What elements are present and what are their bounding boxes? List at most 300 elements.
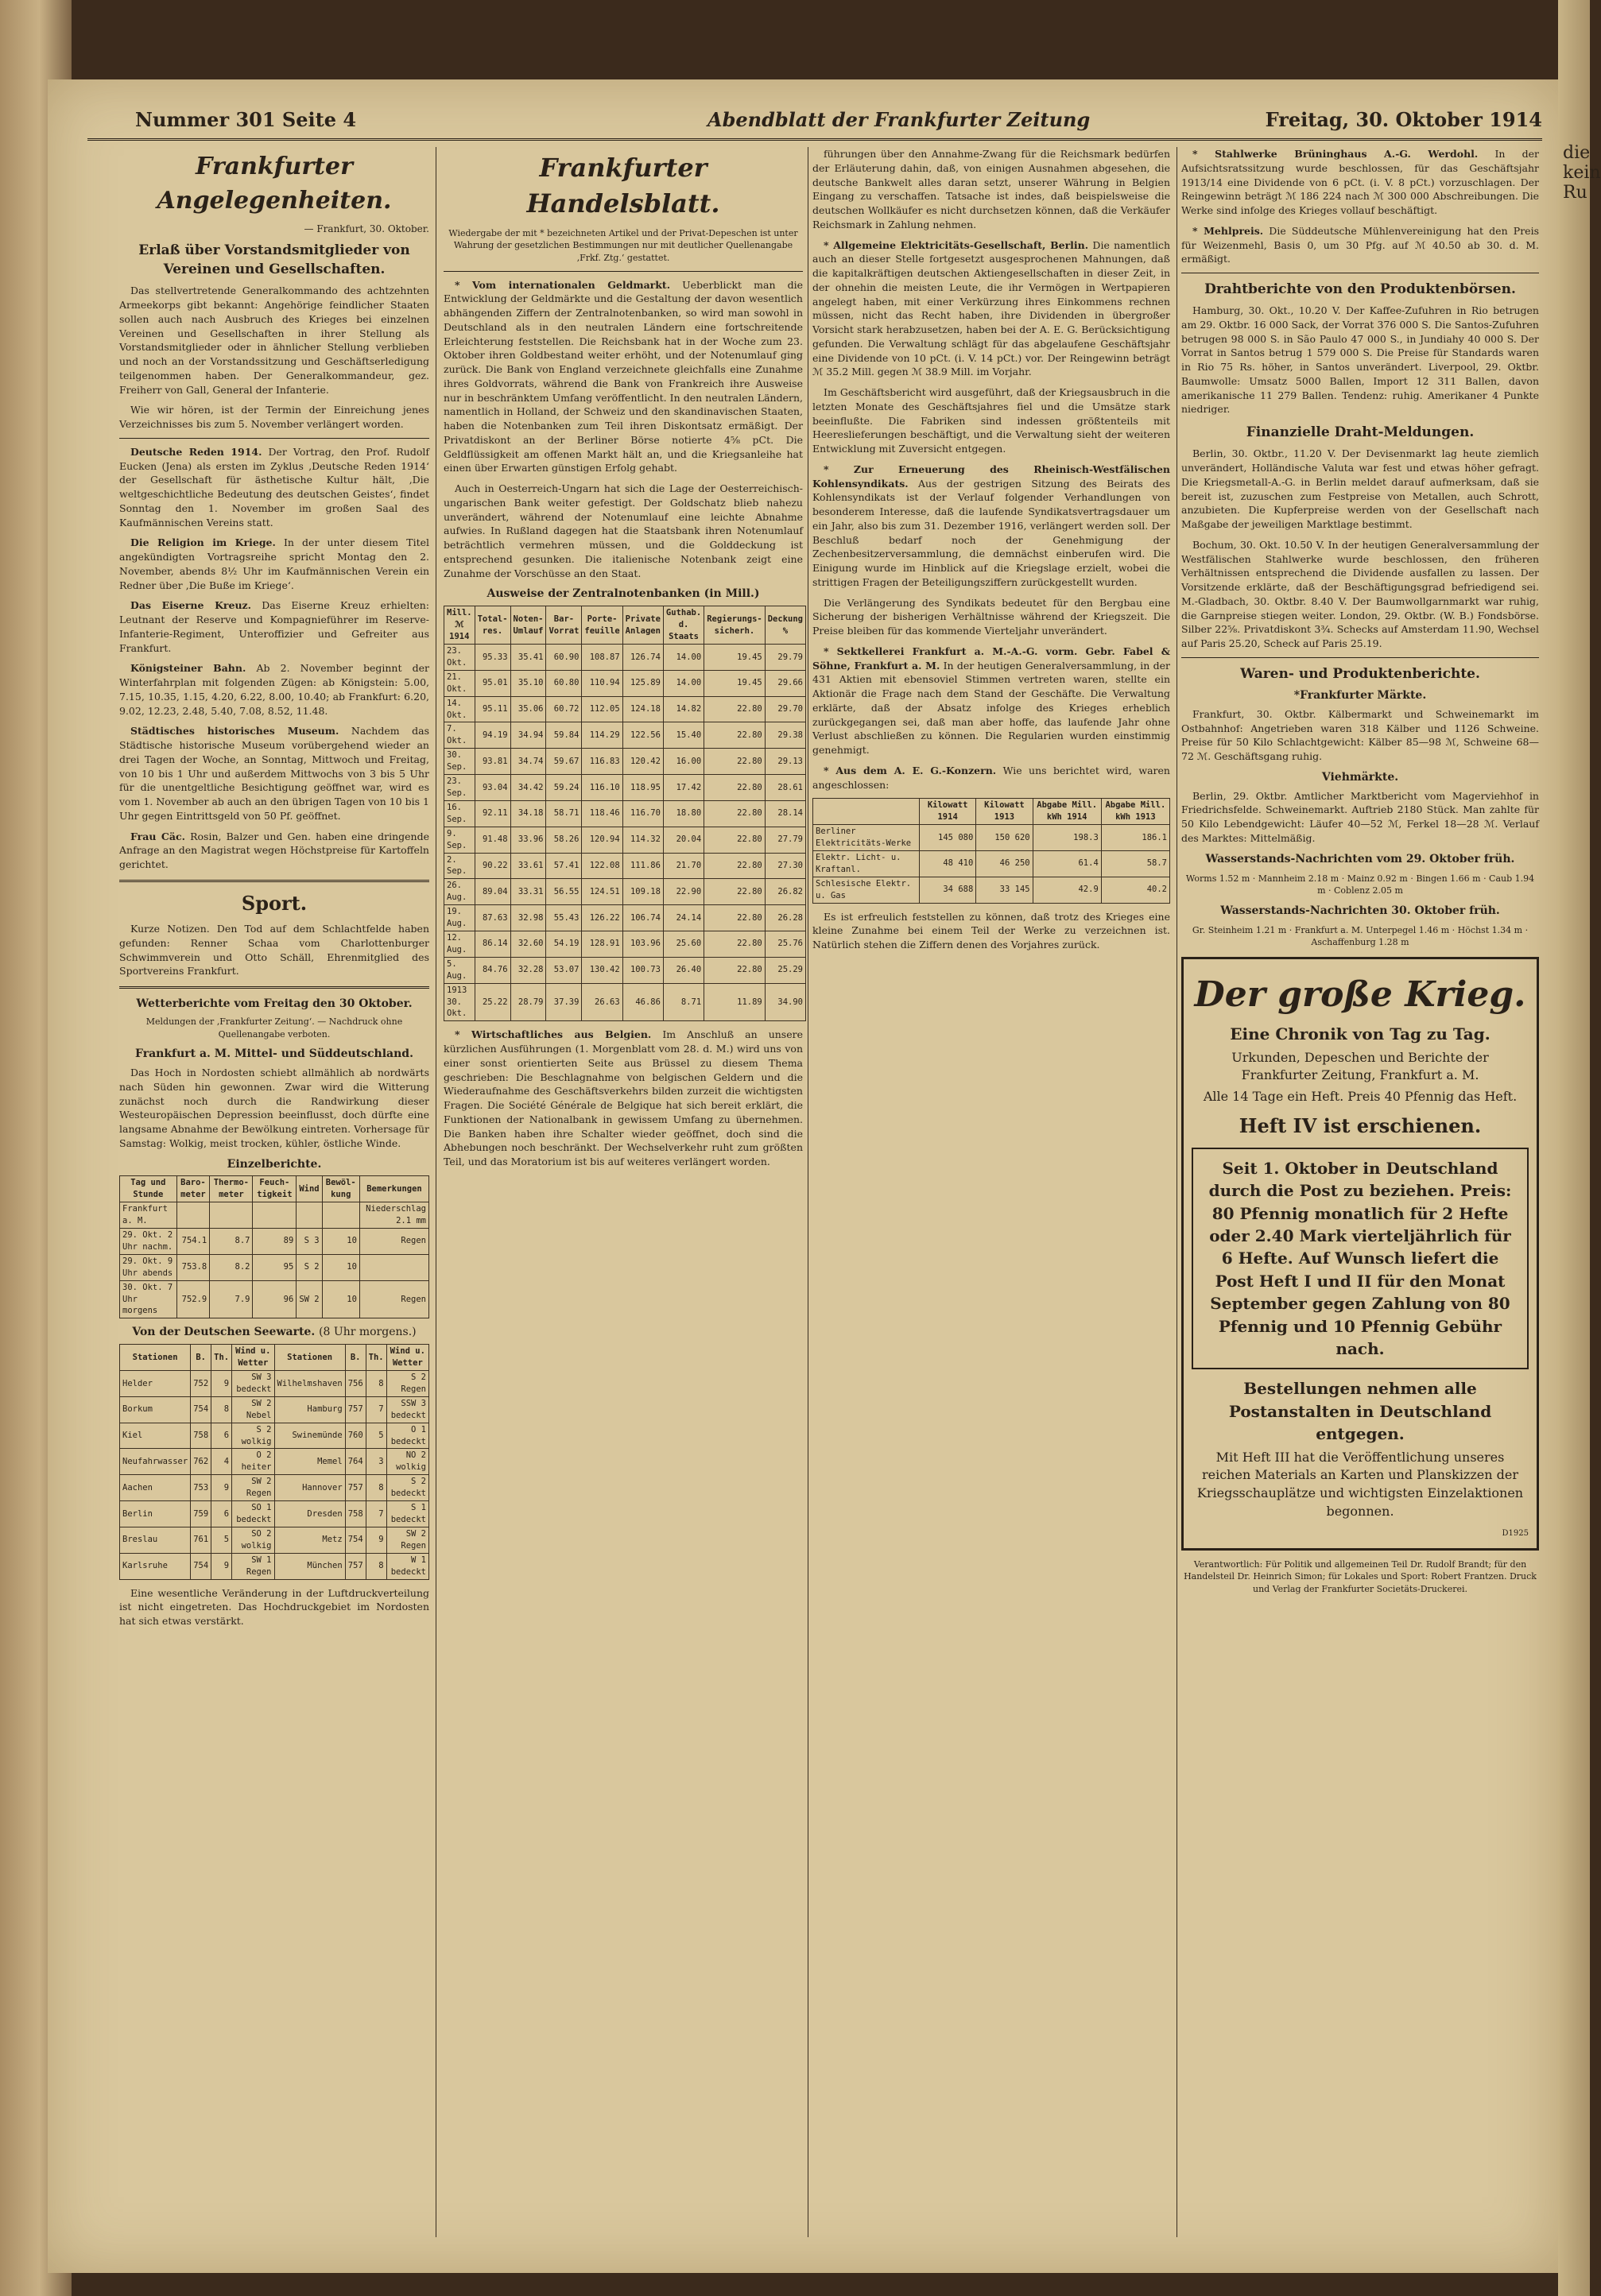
bank-cell: 59.67 xyxy=(546,749,582,775)
bank-cell: 54.19 xyxy=(546,931,582,957)
bank-cell: 35.41 xyxy=(510,645,546,671)
bank-cell: 29.13 xyxy=(765,749,805,775)
column-header: Bemerkungen xyxy=(359,1176,428,1202)
ad-heft: Heft IV ist erschienen. xyxy=(1239,1113,1482,1137)
konzern-cell: Elektr. Licht- u. Kraftanl. xyxy=(813,850,920,877)
sport-heading: Sport. xyxy=(241,891,308,915)
mehlpreis-text: Die Süddeutsche Mühlenvereinigung hat den Preis für Weizenmehl, Basis 0, um 30 Pfg. auf ℳ 40.50 ab 30. d. M. ermäßigt. xyxy=(1181,224,1539,265)
intro-text: führungen über den Annahme-Zwang für die Reichsmark bedürfen der Erläuterung dahin, daß, von einigen Ausnahmen abgesehen, die deutsche Bankwelt alles daran setzt, unserer Währung in Belgien Eingang zu verschaffen. Tatsache ist indes, daß beispielsweise die deutschen Wollkäufer es nicht durchsetzen können, daß die Verkäufer Reichsmark in Zahlung nehmen. xyxy=(812,148,1170,230)
bank-cell: 23. Okt. xyxy=(444,645,475,671)
finanz-text: Berlin, 30. Oktbr., 11.20 V. Der Devisenmarkt lag heute ziemlich unverändert, Holländische Valuta war fest und etwas höher gefragt. Die Kriegsmetall-A.-G. in Berlin meldet darauf aufmerksam, daß sie bereit ist, zuzuschen zum Festpreise von Metallen, auch Schrott, anzubieten. Die Kupferpreise werden von der Gesellschaft nach Maßgabe der jeweiligen Marktlage bestimmt. xyxy=(1181,447,1539,530)
bank-cell: 120.94 xyxy=(582,827,622,853)
konzern-cell: 40.2 xyxy=(1101,877,1169,903)
seewarte-cell: 758 xyxy=(191,1423,211,1449)
seewarte-cell: S 2 wolkig xyxy=(232,1423,274,1449)
bank-cell: 32.98 xyxy=(510,905,546,931)
seewarte-row xyxy=(120,1423,429,1449)
seewarte-cell: 7 xyxy=(366,1501,386,1527)
next-page-edge xyxy=(1558,0,1601,2296)
column-header: Th. xyxy=(211,1345,232,1371)
bank-cell: 22.80 xyxy=(704,827,766,853)
bank-cell: 112.05 xyxy=(582,696,622,722)
bank-cell: 116.10 xyxy=(582,775,622,801)
eisern-heading: Das Eiserne Kreuz. xyxy=(130,599,252,612)
ad-text-3: Bestellungen nehmen alle Postanstalten in Deutschland entgegen. xyxy=(1228,1379,1492,1444)
museum-text: Nachdem das Städtische historische Museum vorübergehend wieder an drei Tagen der Woche, an Sonntag, Mittwoch und Freitag, von 10 bis 1 Uhr und außerdem Mittwochs von 3 bis 5 Uhr für die unentgeltliche Besichtigung geöffnet war, wird es vom 1. November ab auch an den übrigen Tagen von 10 bis 1 Uhr gegen Eintrittsgeld von 50 Pf. geöffnet. xyxy=(119,725,429,822)
bank-cell: 22.80 xyxy=(704,957,766,983)
bank-cell: 26. Aug. xyxy=(444,879,475,905)
section-title-commerce: Frankfurter Handelsblatt. xyxy=(526,153,720,219)
seewarte-row xyxy=(120,1553,429,1579)
column-header: Private Anlagen xyxy=(622,606,663,645)
vieh-heading: Viehmärkte. xyxy=(1321,770,1399,784)
bank-cell: 7. Okt. xyxy=(444,722,475,749)
station-cell: S 3 xyxy=(297,1229,322,1255)
divider xyxy=(444,271,803,272)
konzern-cell: 46 250 xyxy=(976,850,1033,877)
waren-heading: Waren- und Produktenberichte. xyxy=(1240,665,1480,682)
bank-cell: 60.80 xyxy=(546,670,582,696)
geldmarkt-text: Ueberblickt man die Entwicklung der Geldmärkte und die Gestaltung der davon wesentlich abhängenden Ziffern der Zentralnotenbanken, so wird man sowohl in Deutschland als in den neutralen Ländern eine fortschreitende Erleichterung feststellen. Die Reichsbank hat in der Woche zum 23. Oktober ihren Goldbestand weiter erhöht, und der Notenumlauf ging zurück. Die Bank von England verzeichnete gleichfalls eine Zunahme ihres Goldvorrats, während die Bank von Frankreich ihre Ausweise nur in beschränktem Umfang veröffentlicht. In den neutralen Ländern, namentlich in Holland, der Schweiz und den skandinavischen Staaten, haben die Notenbanken zum Teil ihren Diskontsatz ermäßigt. Der Privatdiskont an der Berliner Börse notierte 4⅝ pCt. Die Geldflüssigkeit am offenen Markt hält an, und die Kriegsanleihe hat einen über Erwarten günstigen Erfolg gehabt. xyxy=(444,278,803,474)
column-header: Kilowatt 1913 xyxy=(976,799,1033,825)
station-cell: 29. Okt. 2 Uhr nachm. xyxy=(120,1229,177,1255)
bank-cell: 122.08 xyxy=(582,853,622,879)
bank-cell: 24.14 xyxy=(663,905,704,931)
bank-row xyxy=(444,696,806,722)
station-cell: Frankfurt a. M. xyxy=(120,1202,177,1229)
bank-cell: 25.60 xyxy=(663,931,704,957)
seewarte-cell: 760 xyxy=(345,1423,366,1449)
column-header: Baro-meter xyxy=(176,1176,210,1202)
station-row xyxy=(120,1254,429,1280)
bank-cell: 19. Aug. xyxy=(444,905,475,931)
station-cell xyxy=(210,1202,253,1229)
seewarte-cell: 8 xyxy=(366,1371,386,1397)
mehlpreis-heading: * Mehlpreis. xyxy=(1192,224,1264,237)
bank-cell: 14. Okt. xyxy=(444,696,475,722)
station-row xyxy=(120,1229,429,1255)
seewarte-cell: 4 xyxy=(211,1449,232,1475)
masthead xyxy=(87,103,1542,141)
ad-inner-box: Seit 1. Oktober in Deutschland durch die Post zu beziehen. Preis: 80 Pfennig monatlich für 2 Hefte oder 2.40 Mark vierteljährlich für 6 Hefte. Auf Wunsch liefert die Post Heft I und II für den Monat September gegen Zahlung von 80 Pfennig und 10 Pfennig Gebühr nach. xyxy=(1192,1148,1529,1370)
station-cell: 95 xyxy=(253,1254,297,1280)
issue-date: Freitag, 30. Oktober 1914 xyxy=(1265,108,1542,131)
column-header: Mill. ℳ 1914 xyxy=(444,606,475,645)
bank-cell: 25.76 xyxy=(765,931,805,957)
column-header: Feuch-tigkeit xyxy=(253,1176,297,1202)
column-header xyxy=(813,799,920,825)
konzern-cell: 145 080 xyxy=(919,825,975,851)
seewarte-row xyxy=(120,1475,429,1501)
bank-cell: 60.90 xyxy=(546,645,582,671)
bank-cell: 22.80 xyxy=(704,800,766,827)
seewarte-cell: 753 xyxy=(191,1475,211,1501)
bank-cell: 86.14 xyxy=(475,931,510,957)
bahn-text: Ab 2. November beginnt der Winterfahrplan mit folgenden Zügen: ab Königstein: 5.00, 7.15, 10.35, 1.15, 4.20, 6.22, 8.00, 10.40; ab Frankfurt: 6.20, 9.02, 12.23, 2.48, 5.40, 7.08, 8.52, 11.48. xyxy=(119,662,429,717)
station-cell: S 2 xyxy=(297,1254,322,1280)
bank-cell: 28.79 xyxy=(510,983,546,1021)
column-header: Bar-Vorrat xyxy=(546,606,582,645)
brueninghaus-heading: * Stahlwerke Brüninghaus A.-G. Werdohl. xyxy=(1192,148,1479,160)
bank-cell: 11.89 xyxy=(704,983,766,1021)
bank-cell: 37.39 xyxy=(546,983,582,1021)
reden-heading: Deutsche Reden 1914. xyxy=(130,445,262,458)
bank-cell: 116.70 xyxy=(622,800,663,827)
bank-cell: 28.14 xyxy=(765,800,805,827)
weather-heading: Wetterberichte vom Freitag den 30 Oktober. xyxy=(136,997,413,1011)
religion-text: In der unter diesem Titel angekündigten Vortragsreihe spricht Montag den 2. November, abends 8½ Uhr im Kaufmännischen Verein ein Redner über ‚Die Buße im Kriege‘. xyxy=(119,536,429,591)
bank-cell: 124.18 xyxy=(622,696,663,722)
konzern-row xyxy=(813,877,1170,903)
bank-cell: 14.00 xyxy=(663,670,704,696)
konzern-cell: 198.3 xyxy=(1033,825,1101,851)
markt-heading: *Frankfurter Märkte. xyxy=(1293,688,1427,702)
ad-code: D1925 xyxy=(1502,1529,1529,1539)
bank-cell: 15.40 xyxy=(663,722,704,749)
eisern-text: Das Eiserne Kreuz erhielten: Leutnant der Reserve und Kompagnieführer im Reserve-Infanterie-Regiment, Unteroffizier und Gefreiter aus Frankfurt. xyxy=(119,599,430,654)
bank-row xyxy=(444,879,806,905)
column-header: Wind u. Wetter xyxy=(232,1345,274,1371)
bank-cell: 128.91 xyxy=(582,931,622,957)
draht-text: Hamburg, 30. Okt., 10.20 V. Der Kaffee-Zufuhren in Rio betrugen am 29. Oktbr. 16 000 Sack, der Vorrat 376 000 S. Die Santos-Zufuhren betrugen 98 000 S. in São Paulo 47 000 S., in Jundiahy 40 000 S. Der Vorrat in Santos betrug 1 579 000 S. Die Preise für Standards waren in Rio 75 Rs. höher, in Santos unverändert. Liverpool, 29. Oktbr. Baumwolle: Umsatz 5000 Ballen, Import 12 311 Ballen, davon amerikanische 11 279 Ballen. Tendenz: ruhig. Amerikaner 4 Punkte niedriger. xyxy=(1181,304,1539,416)
sport-text: Kurze Notizen. Den Tod auf dem Schlachtfelde haben gefunden: Renner Schaa vom Charlottenburger Schwimmverein und Otto Schäll, Ehrenmitglied des Sportvereins Frankfurt. xyxy=(119,923,429,978)
bank-cell: 57.41 xyxy=(546,853,582,879)
bank-cell: 33.61 xyxy=(510,853,546,879)
bank-cell: 23. Sep. xyxy=(444,775,475,801)
station-cell: Regen xyxy=(359,1280,428,1318)
seewarte-cell: Berlin xyxy=(120,1501,191,1527)
konzern-footer: Es ist erfreulich feststellen zu können, daß trotz des Krieges eine kleine Zunahme bei einem Teil der Werke zu verzeichnen ist. Natürlich stehen die Ziffern denen des Vorjahres zurück. xyxy=(812,910,1170,951)
station-cell xyxy=(322,1202,359,1229)
bank-cell: 20.04 xyxy=(663,827,704,853)
einzel-heading: Einzelberichte. xyxy=(227,1157,322,1171)
erlass-text: Das stellvertretende Generalkommando des achtzehnten Armeekorps gibt bekannt: Angehörige feindlicher Staaten sollen auch nach Ausbruch des Krieges bei einzelnen Vereinen und Gesellschaften in ihrer Stellung als Vorstandsmitglieder oder in ähnlicher Stellung verblieben und noch an der Vorstandssitzung und Geschäftserledigung teilgenommen haben. Der Generalkommandeur, gez. Freiherr von Gall, General der Infanterie. xyxy=(119,285,429,396)
next-page-fragment: die kein Ru xyxy=(1563,143,1601,203)
bank-cell: 29.38 xyxy=(765,722,805,749)
bank-cell: 17.42 xyxy=(663,775,704,801)
seewarte-cell: 5 xyxy=(211,1527,232,1553)
seewarte-cell: 758 xyxy=(345,1501,366,1527)
konzern-cell: 48 410 xyxy=(919,850,975,877)
bank-cell: 21.70 xyxy=(663,853,704,879)
bank-cell: 34.18 xyxy=(510,800,546,827)
bank-cell: 90.22 xyxy=(475,853,510,879)
station-cell: 752.9 xyxy=(176,1280,210,1318)
seewarte-cell: SW 2 Regen xyxy=(386,1527,428,1553)
seewarte-cell: 8 xyxy=(366,1553,386,1579)
bank-cell: 58.71 xyxy=(546,800,582,827)
divider xyxy=(119,986,429,989)
bank-cell: 125.89 xyxy=(622,670,663,696)
station-cell xyxy=(297,1202,322,1229)
seewarte-cell: 754 xyxy=(345,1527,366,1553)
bank-cell: 25.29 xyxy=(765,957,805,983)
konzern-cell: 150 620 xyxy=(976,825,1033,851)
bank-cell: 14.82 xyxy=(663,696,704,722)
bank-row xyxy=(444,905,806,931)
issue-number: Nummer 301 Seite 4 xyxy=(135,108,357,131)
bank-row xyxy=(444,775,806,801)
divider xyxy=(119,438,429,439)
seewarte-cell: 762 xyxy=(191,1449,211,1475)
wasser2-heading: Wasserstands-Nachrichten 30. Oktober früh. xyxy=(1220,904,1500,917)
sekt-text: In der heutigen Generalversammlung, in der 431 Aktien mit ebensoviel Stimmen vertreten waren, stellte ein Aktionär die Frage nach dem Stand der Geschäfte. Die Verwaltung erklärte, daß der Absatz infolge des Krieges erheblich zurückgegangen sei, daß man aber hoffe, das laufende Jahr ohne Verlust abschließen zu können. Die Regularien wurden einstimmig genehmigt. xyxy=(812,659,1170,756)
bank-cell: 120.42 xyxy=(622,749,663,775)
seewarte-row xyxy=(120,1371,429,1397)
column-header: Wind u. Wetter xyxy=(386,1345,428,1371)
weather-subtitle: Meldungen der ‚Frankfurter Zeitung‘. — Nachdruck ohne Quellenangabe verboten. xyxy=(145,1016,403,1040)
column-header: Wind xyxy=(297,1176,322,1202)
konzern-cell: 61.4 xyxy=(1033,850,1101,877)
bank-cell: 100.73 xyxy=(622,957,663,983)
seewarte-cell: S 2 Regen xyxy=(386,1371,428,1397)
bank-cell: 32.28 xyxy=(510,957,546,983)
seewarte-cell: Hamburg xyxy=(274,1396,345,1423)
column-header: Deckung % xyxy=(765,606,805,645)
bank-cell: 29.70 xyxy=(765,696,805,722)
bank-cell: 46.86 xyxy=(622,983,663,1021)
station-cell: 10 xyxy=(322,1254,359,1280)
bank-cell: 84.76 xyxy=(475,957,510,983)
bank-cell: 26.63 xyxy=(582,983,622,1021)
bank-cell: 126.22 xyxy=(582,905,622,931)
bank-cell: 34.74 xyxy=(510,749,546,775)
seewarte-cell: 6 xyxy=(211,1423,232,1449)
section-title-local: Frankfurter Angelegenheiten. xyxy=(157,153,392,215)
bank-row xyxy=(444,931,806,957)
bank-cell: 91.48 xyxy=(475,827,510,853)
weather-region: Frankfurt a. M. Mittel- und Süddeutschland. xyxy=(135,1047,413,1061)
seewarte-cell: SO 2 wolkig xyxy=(232,1527,274,1553)
seewarte-row xyxy=(120,1501,429,1527)
seewarte-cell: S 1 bedeckt xyxy=(386,1501,428,1527)
seewarte-cell: SO 1 bedeckt xyxy=(232,1501,274,1527)
bank-cell: 130.42 xyxy=(582,957,622,983)
seewarte-cell: Neufahrwasser xyxy=(120,1449,191,1475)
seewarte-cell: Borkum xyxy=(120,1396,191,1423)
bank-cell: 59.84 xyxy=(546,722,582,749)
ad-text-1: Urkunden, Depeschen und Berichte der Frankfurter Zeitung, Frankfurt a. M. xyxy=(1231,1049,1489,1083)
seewarte-cell: 754 xyxy=(191,1553,211,1579)
station-cell: SW 2 xyxy=(297,1280,322,1318)
bank-cell: 19.45 xyxy=(704,645,766,671)
seewarte-cell: München xyxy=(274,1553,345,1579)
bank-cell: 27.79 xyxy=(765,827,805,853)
column-header: Th. xyxy=(366,1345,386,1371)
column-header: Noten-Umlauf xyxy=(510,606,546,645)
seewarte-cell: SW 1 Regen xyxy=(232,1553,274,1579)
museum-heading: Städtisches historisches Museum. xyxy=(130,725,339,738)
station-cell: 7.9 xyxy=(210,1280,253,1318)
seewarte-cell: SW 3 bedeckt xyxy=(232,1371,274,1397)
bank-cell: 29.79 xyxy=(765,645,805,671)
seewarte-cell: 9 xyxy=(211,1371,232,1397)
konzern-cell: 42.9 xyxy=(1033,877,1101,903)
bank-cell: 22.80 xyxy=(704,931,766,957)
bank-row xyxy=(444,827,806,853)
column-header: Stationen xyxy=(120,1345,191,1371)
bank-cell: 22.80 xyxy=(704,749,766,775)
station-cell: 30. Okt. 7 Uhr morgens xyxy=(120,1280,177,1318)
column-header: Abgabe Mill. kWh 1913 xyxy=(1101,799,1169,825)
bank-cell: 26.28 xyxy=(765,905,805,931)
column-commerce-continued xyxy=(812,147,1170,2237)
divider xyxy=(1181,657,1539,658)
bank-cell: 103.96 xyxy=(622,931,663,957)
bank-cell: 29.66 xyxy=(765,670,805,696)
seewarte-cell: 757 xyxy=(345,1475,366,1501)
belgien-text: Im Anschluß an unsere kürzlichen Ausführungen (1. Morgenblatt vom 28. d. M.) wird uns von einer sonst orientierten Seite aus Brüssel zu diesem Thema geschrieben: Die Beschlagnahme von belgischen Geldern und die Wiederaufnahme des Geschäftsverkehrs bilden zurzeit die wichtigsten Fragen. Die Société Générale de Belgique hat sich bereit erklärt, die Funktionen der Nationalbank in gewissem Umfang zu übernehmen. Die Banken haben ihre Schalter wieder geöffnet, doch sind die Abhebungen noch beschränkt. Der Wechselverkehr ruht zum größten Teil, und das Moratorium ist bis auf weiteres verlängert worden. xyxy=(444,1028,803,1168)
bank-cell: 34.90 xyxy=(765,983,805,1021)
seewarte-cell: 764 xyxy=(345,1449,366,1475)
ad-text-2: Alle 14 Tage ein Heft. Preis 40 Pfennig das Heft. xyxy=(1203,1089,1518,1105)
seewarte-cell: Memel xyxy=(274,1449,345,1475)
wasser1-heading: Wasserstands-Nachrichten vom 29. Oktober früh. xyxy=(1205,852,1515,865)
column-header: B. xyxy=(191,1345,211,1371)
column-header: B. xyxy=(345,1345,366,1371)
reprint-note: Wiedergabe der mit * bezeichneten Artikel und der Privat-Depeschen ist unter Wahrung der gesetzlichen Bestimmungen nur mit deutlicher Quellenangabe ‚Frkf. Ztg.‘ gestattet. xyxy=(448,227,798,264)
bank-cell: 109.18 xyxy=(622,879,663,905)
bank-cell: 55.43 xyxy=(546,905,582,931)
bank-cell: 9. Sep. xyxy=(444,827,475,853)
rwk-heading: * Zur Erneuerung des Rheinisch-Westfälischen Kohlensyndikats. xyxy=(812,463,1170,490)
bank-cell: 95.11 xyxy=(475,696,510,722)
bank-cell: 5. Aug. xyxy=(444,957,475,983)
tod-text: Rosin, Balzer und Gen. haben eine dringende Anfrage an den Magistrat wegen Höchstpreise für Kartoffeln gerichtet. xyxy=(119,830,429,871)
bank-cell: 27.30 xyxy=(765,853,805,879)
bank-cell: 22.80 xyxy=(704,853,766,879)
station-cell: 8.2 xyxy=(210,1254,253,1280)
tod-heading: Frau Cäc. xyxy=(130,830,185,842)
bank-returns-table xyxy=(444,606,806,1021)
bank-cell: 26.40 xyxy=(663,957,704,983)
seewarte-cell: SSW 3 bedeckt xyxy=(386,1396,428,1423)
bank-cell: 118.46 xyxy=(582,800,622,827)
advertisement-der-grosse-krieg xyxy=(1181,957,1539,1551)
bank-cell: 14.00 xyxy=(663,645,704,671)
bank-cell: 19.45 xyxy=(704,670,766,696)
bank-cell: 53.07 xyxy=(546,957,582,983)
station-cell: Niederschlag 2.1 mm xyxy=(359,1202,428,1229)
seewarte-cell: 761 xyxy=(191,1527,211,1553)
seewarte-heading: Von der Deutschen Seewarte. xyxy=(132,1326,316,1339)
seewarte-cell: Aachen xyxy=(120,1475,191,1501)
bank-cell: 122.56 xyxy=(622,722,663,749)
bank-cell: 22.90 xyxy=(663,879,704,905)
bank-cell: 22.80 xyxy=(704,879,766,905)
bank-cell: 33.31 xyxy=(510,879,546,905)
bank-cell: 16. Sep. xyxy=(444,800,475,827)
bank-row xyxy=(444,645,806,671)
column-header: Guthab. d. Staats xyxy=(663,606,704,645)
bank-cell: 95.33 xyxy=(475,645,510,671)
bank-cell: 114.32 xyxy=(622,827,663,853)
rwk-text-2: Die Verlängerung des Syndikats bedeutet für den Bergbau eine Sicherung der bisherigen Verhältnisse während der Kriegszeit. Die Preise bleiben für das kommende Vierteljahr unverändert. xyxy=(812,596,1170,637)
konzern-cell: 33 145 xyxy=(976,877,1033,903)
bank-cell: 21. Okt. xyxy=(444,670,475,696)
seewarte-cell: O 2 heiter xyxy=(232,1449,274,1475)
bank-row xyxy=(444,800,806,827)
bank-cell: 34.42 xyxy=(510,775,546,801)
column-header: Thermo-meter xyxy=(210,1176,253,1202)
seewarte-cell: 3 xyxy=(366,1449,386,1475)
column-header: Porte-feuille xyxy=(582,606,622,645)
konzern-table xyxy=(812,798,1170,903)
station-cell: 29. Okt. 9 Uhr abends xyxy=(120,1254,177,1280)
seewarte-cell: 5 xyxy=(366,1423,386,1449)
column-markets xyxy=(1181,147,1539,2237)
column-header: Abgabe Mill. kWh 1914 xyxy=(1033,799,1101,825)
wasser2-values: Gr. Steinheim 1.21 m · Frankfurt a. M. Unterpegel 1.46 m · Höchst 1.34 m · Aschaffenburg 1.28 m xyxy=(1192,924,1529,948)
seewarte-cell: 759 xyxy=(191,1501,211,1527)
rwk-text: Aus der gestrigen Sitzung des Beirats des Kohlensyndikats ist der Verlauf folgender Verhandlungen von besonderem Interesse, daß die laufende Syndikatsvertragsdauer um ein Jahr, also bis zum 31. Dezember 1916, verlängert werden soll. Der Beschluß bedarf noch der Genehmigung der Zechenbesitzerversammlung, die demnächst einberufen wird. Die Einigung wurde im Hinblick auf die Kriegslage erzielt, wobei die strittigen Fragen der Beteiligungsziffern zurückgestellt wurden. xyxy=(812,477,1170,588)
bank-row xyxy=(444,749,806,775)
seewarte-row xyxy=(120,1449,429,1475)
bank-cell: 26.82 xyxy=(765,879,805,905)
ad-title: Der große Krieg. xyxy=(1194,974,1526,1015)
bank-cell: 116.83 xyxy=(582,749,622,775)
bank-cell: 35.06 xyxy=(510,696,546,722)
bank-cell: 30. Sep. xyxy=(444,749,475,775)
column-header: Kilowatt 1914 xyxy=(919,799,975,825)
bank-cell: 114.29 xyxy=(582,722,622,749)
seewarte-cell: Wilhelmshaven xyxy=(274,1371,345,1397)
seewarte-cell: Helder xyxy=(120,1371,191,1397)
station-cell: Regen xyxy=(359,1229,428,1255)
bank-cell: 12. Aug. xyxy=(444,931,475,957)
divider xyxy=(119,880,429,882)
station-cell xyxy=(253,1202,297,1229)
belgien-heading: * Wirtschaftliches aus Belgien. xyxy=(455,1028,652,1041)
imprint: Verantwortlich: Für Politik und allgemeinen Teil Dr. Rudolf Brandt; für den Handelsteil Dr. Heinrich Simon; für Lokales und Sport: Robert Frantzen. Druck und Verlag der Frankfurter Societäts-Druckerei. xyxy=(1184,1558,1537,1594)
column-header: Tag und Stunde xyxy=(120,1176,177,1202)
bank-row xyxy=(444,722,806,749)
bank-cell: 18.80 xyxy=(663,800,704,827)
column-header: Regierungs-sicherh. xyxy=(704,606,766,645)
station-cell: 754.1 xyxy=(176,1229,210,1255)
seewarte-cell: Dresden xyxy=(274,1501,345,1527)
bank-cell: 87.63 xyxy=(475,905,510,931)
konzern-cell: Berliner Elektricitäts-Werke xyxy=(813,825,920,851)
aeg-text: Die namentlich auch an dieser Stelle fortgesetzt ausgesprochenen Mahnungen, daß die kapitalkräftigen deutschen Aktiengesellschaften in dieser Zeit, in der ohnehin die meisten Leute, die ihr Vermögen in Wertpapieren angelegt haben, mit einer Verkürzung ihres Einkommens rechnen müssen, nicht das Recht haben, ihre Dividenden in übergroßer Vorsicht stark herabzusetzen, haben bei der A. E. G. Berücksichtigung gefunden. Die Verwaltung schlägt für das abgelaufene Geschäftsjahr eine Dividende von 10 pCt. (i. V. 14 pCt.) vor. Der Reingewinn beträgt ℳ 35.2 Mill. gegen ℳ 38.9 Mill. im Vorjahr. xyxy=(812,238,1170,378)
bank-table-title: Ausweise der Zentralnotenbanken (in Mill.) xyxy=(487,587,760,601)
weather-footer: Eine wesentliche Veränderung in der Luftdruckverteilung ist nicht eingetreten. Das Hochdruckgebiet im Nordosten hat sich etwas verstärkt. xyxy=(119,1586,429,1628)
bank-cell: 22.80 xyxy=(704,905,766,931)
bank-cell: 106.74 xyxy=(622,905,663,931)
bank-cell: 56.55 xyxy=(546,879,582,905)
dateline: — Frankfurt, 30. Oktober. xyxy=(304,223,429,235)
station-cell: 8.7 xyxy=(210,1229,253,1255)
finanz-heading: Finanzielle Draht-Meldungen. xyxy=(1246,424,1475,441)
station-row xyxy=(120,1202,429,1229)
station-cell: 10 xyxy=(322,1229,359,1255)
column-commerce xyxy=(444,147,803,2237)
seewarte-cell: Hannover xyxy=(274,1475,345,1501)
bank-cell: 118.95 xyxy=(622,775,663,801)
vieh-text: Berlin, 29. Oktbr. Amtlicher Marktbericht vom Magerviehhof in Friedrichsfelde. Schweinemarkt. Auftrieb 2180 Stück. Man zahlte für 50 Kilo Lebendgewicht: Läufer 40—52 ℳ, Ferkel 18—28 ℳ. Verlauf des Marktes: Mittelmäßig. xyxy=(1181,789,1539,844)
bank-cell: 110.94 xyxy=(582,670,622,696)
seewarte-cell: 8 xyxy=(211,1396,232,1423)
seewarte-row xyxy=(120,1396,429,1423)
station-cell: 89 xyxy=(253,1229,297,1255)
konzern-cell: 186.1 xyxy=(1101,825,1169,851)
seewarte-cell: 754 xyxy=(191,1396,211,1423)
seewarte-cell: 752 xyxy=(191,1371,211,1397)
konzern-row xyxy=(813,850,1170,877)
erlass-footer: Wie wir hören, ist der Termin der Einreichung jenes Verzeichnisses bis zum 5. November verlängert worden. xyxy=(119,404,429,431)
bank-cell: 22.80 xyxy=(704,722,766,749)
bank-cell: 93.81 xyxy=(475,749,510,775)
